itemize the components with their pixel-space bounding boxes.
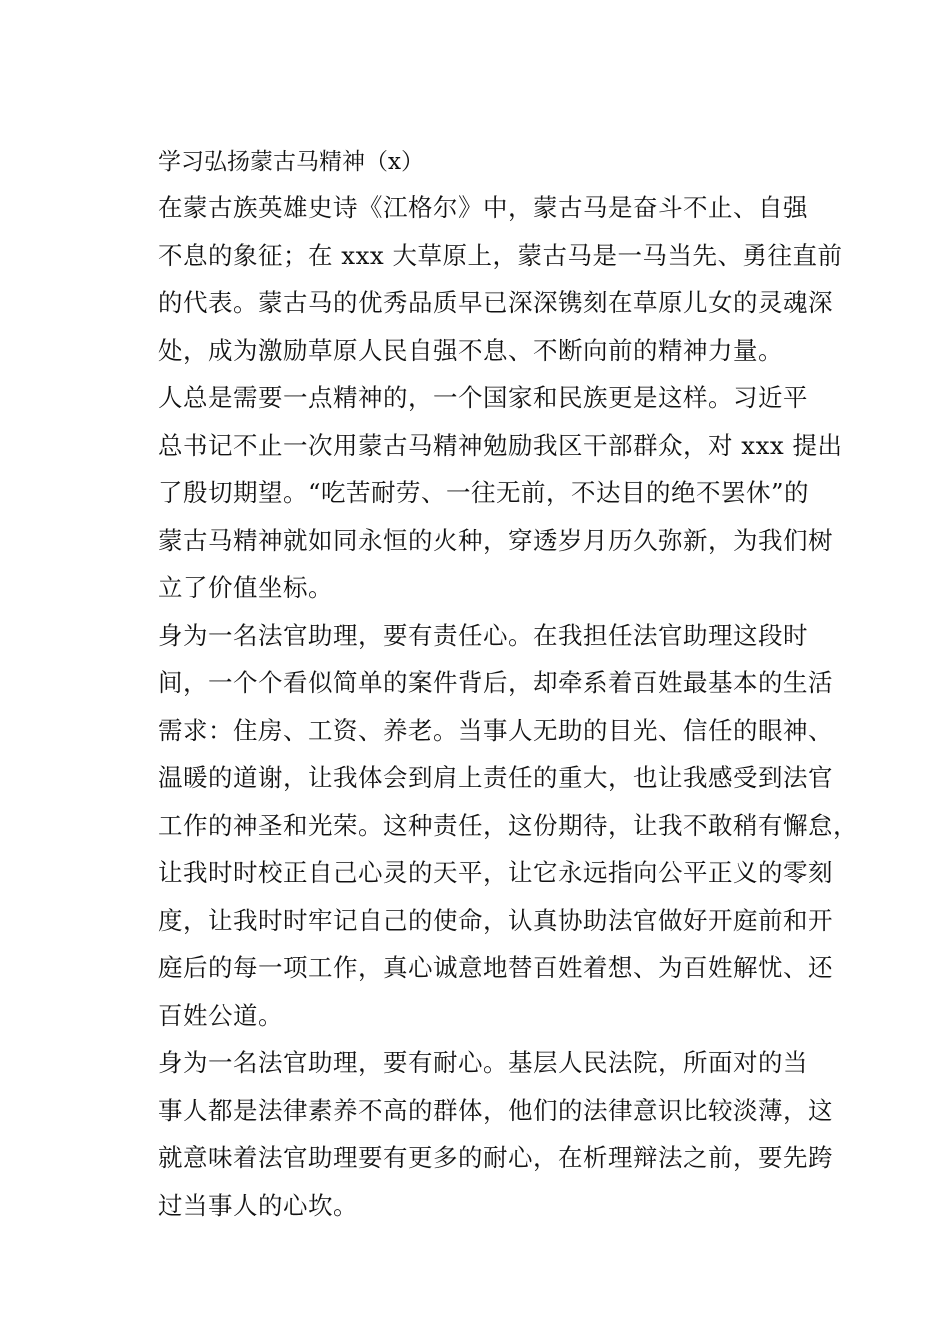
text-line: 人总是需要一点精神的，一个国家和民族更是这样。习近平 xyxy=(158,383,808,412)
text-line: 蒙古马精神就如同永恒的火种，穿透岁月历久弥新，为我们树 xyxy=(158,525,833,555)
text-line: 过当事人的心坎。 xyxy=(158,1190,358,1220)
text-line: 身为一名法官助理，要有耐心。基层人民法院，所面对的当 xyxy=(158,1048,808,1077)
text-line: 百姓公道。 xyxy=(158,1000,283,1030)
text-line: 总书记不止一次用蒙古马精神勉励我区干部群众，对 xxx 提出 xyxy=(158,430,843,460)
text-line: 身为一名法官助理，要有责任心。在我担任法官助理这段时 xyxy=(158,620,808,650)
text-line: 工作的神圣和光荣。这种责任，这份期待，让我不敢稍有懈怠， xyxy=(158,810,858,840)
text-line: 了殷切期望。“吃苦耐劳、一往无前，不达目的绝不罢休”的 xyxy=(158,478,810,507)
text-line: 就意味着法官助理要有更多的耐心，在析理辩法之前，要先跨 xyxy=(158,1143,833,1172)
text-line: 事人都是法律素养不高的群体，他们的法律意识比较淡薄，这 xyxy=(158,1095,833,1125)
text-line: 庭后的每一项工作，真心诚意地替百姓着想、为百姓解忧、还 xyxy=(158,953,833,982)
text-line: 需求：住房、工资、养老。当事人无助的目光、信任的眼神、 xyxy=(158,715,833,745)
text-line: 不息的象征；在 xxx 大草原上，蒙古马是一马当先、勇往直前 xyxy=(158,240,843,270)
text-line: 间，一个个看似简单的案件背后，却牵系着百姓最基本的生活 xyxy=(158,668,833,697)
paragraph-4 xyxy=(118,1039,832,1229)
document-body xyxy=(118,140,858,1229)
text-line: 的代表。蒙古马的优秀品质早已深深镌刻在草原儿女的灵魂深 xyxy=(158,288,833,317)
text-line: 度，让我时时牢记自己的使命，认真协助法官做好开庭前和开 xyxy=(158,905,833,935)
paragraph-1 xyxy=(118,184,843,374)
text-line: 温暖的道谢，让我体会到肩上责任的重大，也让我感受到法官 xyxy=(158,763,833,792)
document-title: 学习弘扬蒙古马精神（x） xyxy=(158,149,424,175)
text-line: 在蒙古族英雄史诗《江格尔》中，蒙古马是奋斗不止、自强 xyxy=(158,193,808,222)
paragraph-2 xyxy=(118,374,843,612)
paragraph-3 xyxy=(118,612,858,1040)
text-line: 立了价值坐标。 xyxy=(158,573,333,602)
text-line: 让我时时校正自己心灵的天平，让它永远指向公平正义的零刻 xyxy=(158,858,833,887)
text-line: 处，成为激励草原人民自强不息、不断向前的精神力量。 xyxy=(158,335,783,365)
